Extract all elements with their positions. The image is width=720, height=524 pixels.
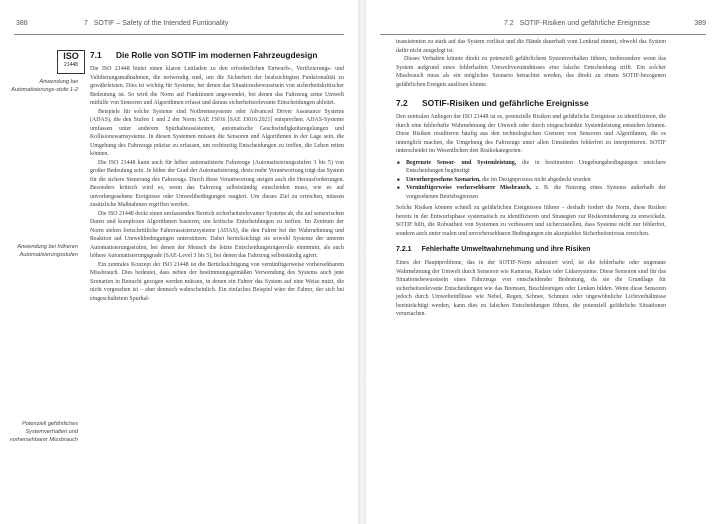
- list-item: ■ Unvorhergesehene Szenarien, die im Designprozess nicht abgedeckt wurden: [396, 176, 666, 185]
- risk-list: [396, 159, 666, 202]
- paragraph: Eines der Hauptprobleme, das in der SOTIF-Norm adressiert wird, ist die fehlerhafte oder ungenaue Wahrnehmung der Umwelt durch Sensoren wie Kameras, Radare oder Lidarsysteme. Diese Sensoren sind für das Situationsbewusstsein eines Fahrzeugs von entscheidender Bedeutung, da sie die Grundlage für sicherheitsrelevante Entscheidungen wie das Bremsen, Beschleunigen oder Lenken bilden. Wenn diese Sensoren jedoch durch Umwelteinflüsse wie Nebel, Regen, Schnee, Schmutz oder ungewöhnliche Lichtverhältnisse beeinträchtigt werden, kann dies zu falschen Entscheidungen führen, die potenziell gefährliche Situationen verursachen.: [396, 260, 666, 317]
- subsection-heading: [396, 245, 666, 255]
- margin-note: Anwendung bei Automatisierungs-stufe 1-2: [11, 79, 78, 93]
- left-text-column: [90, 50, 344, 303]
- paragraph: Ein zentrales Konzept der ISO 21448 ist die Berücksichtigung von vernünftigerweise vorhersehbarem Missbrauch. Dies bedeutet, dass neben der bestimmungsgemäßen Verwendung des Systems auch jene Szenarien in Betracht gezogen werden müssen, in denen ein Fahrer das System auf eine Weise nutzt, die nicht vorgesehen ist – aber dennoch wahrscheinlich. Ein einfaches Beispiel wäre der Fahrer, der sich bei eingeschaltetem Spurhal-: [90, 261, 344, 302]
- page-number: 389: [694, 20, 706, 27]
- list-item: ■ Vernünftigerweise vorhersehbarer Missbrauch, z. B. die Nutzung eines Systems außerhalb der vorgesehenen Betriebsgrenzen: [396, 184, 666, 201]
- subsection-title: Fehlerhafte Umweltwahrnehmung und ihre Risiken: [421, 246, 591, 253]
- paragraph: Den zentralen Anliegen der ISO 21448 ist es, potenzielle Risiken und gefährliche Ereignisse zu identifizieren, die durch eine fehlerhafte Wahrnehmung der Umwelt oder durch eingeschränkte Systemleistung entstehen können. Diese Risiken resultieren häufig aus den technologischen Grenzen von Sensoren und Algorithmen, die es unmöglich machen, die Umgebung des Fahrzeugs unter allen Umständen fehlerfrei zu interpretieren. SOTIF unterscheidet im Wesentlichen drei Risikokategorien:: [396, 114, 666, 154]
- section-heading: [396, 98, 666, 109]
- margin-note: Potenziell gefährliches Systemverhalten und vorhersehbarer Missbrauch: [9, 421, 78, 443]
- header-rule: [14, 34, 344, 35]
- section-number: 7.2: [396, 98, 408, 108]
- iso-logo: ISO 21448: [57, 50, 85, 74]
- right-page: [366, 0, 720, 524]
- paragraph: Dieses Verhalten könnte direkt zu potenziell gefährlichem Systemverhalten führen, insbesondere wenn das System aufgrund eines fehlerhaften Umweltverständnisses eine falsche Entscheidung trifft. Ein solcher Missbrauch muss als ein mögliches Szenario betrachtet werden, das direkt zu einem SOTIF-bezogenen gefährlichen Ereignis auslösen könnte.: [396, 56, 666, 88]
- right-text-column: [396, 38, 666, 319]
- paragraph: Die ISO 21448 bietet einen klaren Leitfaden zu den erforderlichen Entwurfs-, Verifizierungs- und Validierungsmaßnahmen, die notwendig sind, um die Sicherheit der beabsichtigten Funktionalität zu gewährleisten. Dies ist wichtig für Systeme, bei denen das Situationsbewusstsein von sicherheitskritischer Bedeutung ist. So wird die Norm auf Funktionen angewendet, bei denen das Fahrzeug seine Umwelt mithilfe von Sensoren und Algorithmen erfasst und daraus sicherheitsrelevante Entscheidungen ableitet.: [90, 66, 344, 106]
- page-number: 388: [16, 20, 28, 27]
- paragraph: teassistenten zu stark auf das System verlässt und die Hände dauerhaft vom Lenkrad nimmt, obwohl das System dafür nicht ausgelegt ist.: [396, 39, 666, 54]
- margin-note: Anwendung bei höheren Automatisierungsstufen: [17, 244, 78, 258]
- section-number: 7.1: [90, 50, 102, 60]
- subsection-number: 7.2.1: [396, 246, 412, 253]
- section-title: SOTIF-Risiken und gefährliche Ereignisse: [422, 98, 589, 108]
- paragraph: Die ISO 21448 kann auch für höher automatisierte Fahrzeuge (Automatisierungsstufen 3 bis 5) von großer Bedeutung sein. Je höher der Grad der Automatisierung, desto mehr Verantwortung trägt das System für die sichere Steuerung des Fahrzeugs. Durch diese Verantwortung steigen auch die Herausforderungen. Besonders kritisch wird es, wenn das Fahrzeug selbstständig entscheiden muss, wie es auf unvorhergesehene Ereignisse oder Umweltbedingungen reagiert. Um dieses Ziel zu erreichen, müssen zusätzliche Maßnahmen ergriffen werden.: [90, 159, 344, 208]
- book-gutter: [358, 0, 366, 524]
- paragraph: Beispiele für solche Systeme sind Notbremssysteme oder Advanced Driver Assistance Systems (ADAS), die den Stufen 1 und 2 der Norm SAE J3016 [SAE J3016:2021] entsprechen. ADAS-Systeme umfassen unter anderem Spurhalteassistenten, automatische Geschwindigkeitsregelungen und Kollisionswarnsysteme. In diesen Systemen müssen die Sensoren und Algorithmen in der Lage sein, die Umgebung des Fahrzeugs präzise zu erfassen, um rechtzeitig Entscheidungen zu treffen, die Leben retten können.: [90, 108, 344, 157]
- header-rule: [380, 34, 706, 35]
- running-head: 7.2 SOTIF-Risiken und gefährliche Ereignisse: [504, 20, 650, 27]
- left-page: [0, 0, 358, 524]
- section-heading: [90, 50, 344, 61]
- paragraph: Die ISO 21448 deckt einen umfassenden Bereich sicherheitsrelevanter Systeme ab, die auf sensorischen Daten und komplexen Algorithmen basieren, um kritische Entscheidungen zu treffen. Im Zentrum der Norm stehen fortschrittliche Fahrerassistenzsysteme (ADAS), die den Fahrer bei der Wahrnehmung und Reaktion auf Umweltbedingungen unterstützen. Dabei berücksichtigt sie sowohl Systeme der unteren Automatisierungsstufen, bei denen der Mensch die letzte Entscheidungsträgerrolle einnimmt, als auch höhere Automatisierungsgrade (SAE-Level 3 bis 5), bei denen das Fahrzeug selbstständig agiert.: [90, 210, 344, 259]
- section-title: Die Rolle von SOTIF im modernen Fahrzeugdesign: [116, 50, 318, 60]
- paragraph: Solche Risiken können schnell zu gefährlichen Ereignissen führen – deshalb fordert die Norm, diese Risiken bereits in der Entwurfsphase systematisch zu identifizieren und Strategien zur Risikominderung zu entwickeln. SOTIF hilft, die Robustheit von Systemen zu verbessern und sicherzustellen, dass Systeme nicht nur fehlerfrei, sondern auch unter realen und unvorhersehbaren Bedingungen ein akzeptables Sicherheitsniveau erreichen.: [396, 205, 666, 237]
- list-item: ■ Begrenzte Sensor- und Systemleistung, die in bestimmten Umgebungsbedingungen unsichere Entscheidungen begünstigt: [396, 159, 666, 176]
- running-head: 7 SOTIF – Safety of the Intended Funtionality: [84, 20, 229, 27]
